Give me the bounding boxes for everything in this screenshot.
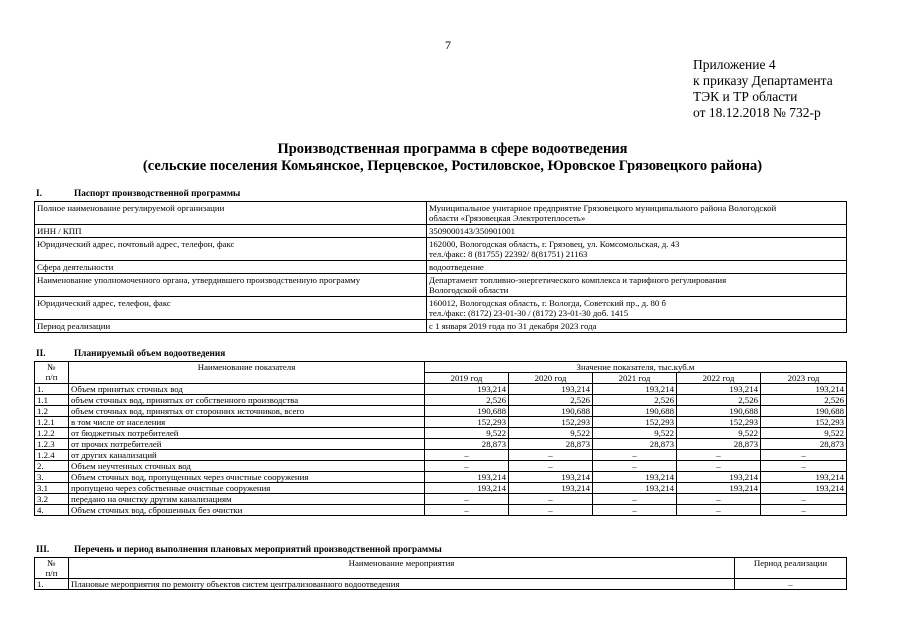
passport-row	[35, 225, 847, 238]
row-value: 193,214	[677, 472, 761, 483]
passport-label: Сфера деятельности	[35, 261, 427, 274]
row-value: –	[425, 461, 509, 472]
section-title: Паспорт производственной программы	[74, 189, 241, 199]
passport-value-line: Вологодской области	[429, 285, 509, 295]
table-row	[35, 472, 847, 483]
row-name: передано на очистку другим канализациям	[69, 494, 425, 505]
passport-label: ИНН / КПП	[35, 225, 427, 238]
row-name: объем сточных вод, принятых от сторонних источников, всего	[69, 406, 425, 417]
section-title: Планируемый объем водоотведения	[74, 349, 226, 359]
row-number: 1.	[35, 579, 69, 590]
passport-value	[427, 297, 847, 320]
row-value: 28,873	[761, 439, 847, 450]
section-number: III.	[36, 545, 50, 555]
passport-row	[35, 274, 847, 297]
row-value: 152,293	[509, 417, 593, 428]
section-heading	[36, 349, 225, 359]
row-name: Объем неучтенных сточных вод	[69, 461, 425, 472]
header-period: Период реализации	[735, 558, 847, 579]
row-value: 193,214	[677, 384, 761, 395]
appendix-line: Приложение 4	[693, 57, 776, 72]
title-line: Производственная программа в сфере водоотведения	[277, 141, 628, 157]
row-number: 1.2.4	[35, 450, 69, 461]
row-value: –	[593, 505, 677, 516]
header-year: 2019 год	[425, 373, 509, 384]
passport-row	[35, 238, 847, 261]
row-number: 1.2.1	[35, 417, 69, 428]
row-value: 152,293	[677, 417, 761, 428]
measures-table	[34, 557, 847, 590]
volume-table	[34, 361, 847, 516]
passport-value-line: 160012, Вологодская область, г. Вологда, Советский пр., д. 80 б	[429, 298, 667, 308]
row-value: 9,522	[677, 428, 761, 439]
passport-label: Наименование уполномоченного органа, утвердившего производственную программу	[35, 274, 427, 297]
table-row	[35, 505, 847, 516]
row-value: 193,214	[425, 483, 509, 494]
row-value: –	[593, 461, 677, 472]
passport-value	[427, 320, 847, 333]
header-year: 2022 год	[677, 373, 761, 384]
row-value: 152,293	[761, 417, 847, 428]
passport-label: Период реализации	[35, 320, 427, 333]
row-value: 190,688	[593, 406, 677, 417]
header-year: 2023 год	[761, 373, 847, 384]
row-value: –	[509, 505, 593, 516]
header-number: № п/п	[35, 558, 69, 579]
section-heading	[36, 189, 240, 199]
row-name: от прочих потребителей	[69, 439, 425, 450]
row-value: 2,526	[509, 395, 593, 406]
passport-value-line: области «Грязовецкая Электротеплосеть»	[429, 213, 586, 223]
passport-value-line: 3509000143/350901001	[429, 226, 516, 236]
appendix-reference	[693, 57, 833, 121]
row-value: –	[761, 461, 847, 472]
table-row	[35, 494, 847, 505]
row-value: –	[425, 494, 509, 505]
row-value: 190,688	[761, 406, 847, 417]
row-number: 1.2.2	[35, 428, 69, 439]
appendix-line: от 18.12.2018 № 732-р	[693, 105, 821, 120]
row-value: 9,522	[425, 428, 509, 439]
section-heading	[36, 545, 442, 555]
passport-value	[427, 261, 847, 274]
row-value: –	[677, 505, 761, 516]
row-value: 190,688	[509, 406, 593, 417]
passport-table	[34, 201, 847, 333]
row-value: 193,214	[593, 483, 677, 494]
row-number: 1.1	[35, 395, 69, 406]
passport-value-line: Департамент топливно-энергетического комплекса и тарифного регулирования	[429, 275, 727, 285]
title-line: (сельские поселения Комьянское, Перцевское, Ростиловское, Юровское Грязовецкого района)	[142, 158, 763, 174]
row-number: 1.2.3	[35, 439, 69, 450]
row-value: 193,214	[761, 472, 847, 483]
passport-value-line: Муниципальное унитарное предприятие Грязовецкого муниципального района Вологодской	[429, 203, 777, 213]
header-year: 2021 год	[593, 373, 677, 384]
passport-value	[427, 225, 847, 238]
row-name: от бюджетных потребителей	[69, 428, 425, 439]
row-value: –	[677, 461, 761, 472]
row-name: Плановые мероприятия по ремонту объектов систем централизованного водоотведения	[69, 579, 735, 590]
row-value: 193,214	[509, 472, 593, 483]
row-value: 193,214	[761, 483, 847, 494]
passport-value	[427, 274, 847, 297]
table-row	[35, 461, 847, 472]
document-title	[0, 141, 905, 175]
row-value: 9,522	[593, 428, 677, 439]
row-value: 152,293	[593, 417, 677, 428]
table-row	[35, 579, 847, 590]
row-value: 28,873	[509, 439, 593, 450]
row-period: –	[735, 579, 847, 590]
row-value: 2,526	[593, 395, 677, 406]
row-value: 2,526	[761, 395, 847, 406]
header-name: Наименование показателя	[69, 362, 425, 384]
row-value: 9,522	[509, 428, 593, 439]
row-value: –	[509, 461, 593, 472]
row-value: 193,214	[425, 472, 509, 483]
row-value: –	[509, 450, 593, 461]
row-value: –	[425, 505, 509, 516]
row-number: 1.2	[35, 406, 69, 417]
passport-value-line: тел./факс: (8172) 23-01-30 / (8172) 23-01-30 доб. 1415	[429, 308, 629, 318]
row-value: –	[593, 494, 677, 505]
row-value: 190,688	[677, 406, 761, 417]
row-value: 193,214	[593, 384, 677, 395]
row-number: 3.1	[35, 483, 69, 494]
row-number: 3.	[35, 472, 69, 483]
row-value: –	[425, 450, 509, 461]
passport-value-line: с 1 января 2019 года по 31 декабря 2023 года	[429, 321, 597, 331]
passport-label: Полное наименование регулируемой организации	[35, 202, 427, 225]
row-value: 190,688	[425, 406, 509, 417]
row-value: 193,214	[509, 483, 593, 494]
passport-value	[427, 238, 847, 261]
passport-value-line: 162000, Вологодская область, г. Грязовец, ул. Комсомольская, д. 43	[429, 239, 680, 249]
row-value: 193,214	[509, 384, 593, 395]
row-value: –	[761, 494, 847, 505]
passport-label: Юридический адрес, телефон, факс	[35, 297, 427, 320]
table-row	[35, 406, 847, 417]
section-title: Перечень и период выполнения плановых мероприятий производственной программы	[74, 545, 442, 555]
header-number: № п/п	[35, 362, 69, 384]
row-value: 2,526	[677, 395, 761, 406]
passport-row	[35, 202, 847, 225]
table-row	[35, 428, 847, 439]
row-value: 28,873	[593, 439, 677, 450]
passport-row	[35, 320, 847, 333]
row-value: –	[593, 450, 677, 461]
row-name: объем сточных вод, принятых от собственного производства	[69, 395, 425, 406]
row-name: пропущено через собственные очистные сооружения	[69, 483, 425, 494]
passport-value-line: водоотведение	[429, 262, 484, 272]
passport-row	[35, 261, 847, 274]
row-number: 1.	[35, 384, 69, 395]
row-value: –	[761, 505, 847, 516]
row-value: 152,293	[425, 417, 509, 428]
row-name: Объем сточных вод, сброшенных без очистки	[69, 505, 425, 516]
passport-value	[427, 202, 847, 225]
table-row	[35, 384, 847, 395]
header-value: Значение показателя, тыс.куб.м	[425, 362, 847, 373]
row-value: –	[509, 494, 593, 505]
row-value: 193,214	[677, 483, 761, 494]
appendix-line: к приказу Департамента	[693, 73, 833, 88]
row-name: в том числе от населения	[69, 417, 425, 428]
table-row	[35, 395, 847, 406]
header-name: Наименование мероприятия	[69, 558, 735, 579]
row-value: 2,526	[425, 395, 509, 406]
row-name: Объем принятых сточных вод	[69, 384, 425, 395]
passport-row	[35, 297, 847, 320]
passport-label: Юридический адрес, почтовый адрес, телефон, факс	[35, 238, 427, 261]
appendix-line: ТЭК и ТР области	[693, 89, 798, 104]
header-year: 2020 год	[509, 373, 593, 384]
row-value: –	[677, 450, 761, 461]
passport-value-line: тел./факс: 8 (81755) 22392/ 8(81751) 21163	[429, 249, 588, 259]
row-name: Объем сточных вод, пропущенных через очистные сооружения	[69, 472, 425, 483]
row-value: 9,522	[761, 428, 847, 439]
table-row	[35, 417, 847, 428]
row-number: 3.2	[35, 494, 69, 505]
section-number: II.	[36, 349, 46, 359]
page-number: 7	[445, 38, 451, 52]
row-value: –	[677, 494, 761, 505]
row-value: 193,214	[425, 384, 509, 395]
row-number: 4.	[35, 505, 69, 516]
row-value: –	[761, 450, 847, 461]
table-row	[35, 483, 847, 494]
table-row	[35, 439, 847, 450]
row-value: 193,214	[761, 384, 847, 395]
section-number: I.	[36, 189, 42, 199]
row-number: 2.	[35, 461, 69, 472]
row-value: 193,214	[593, 472, 677, 483]
table-row	[35, 450, 847, 461]
row-name: от других канализаций	[69, 450, 425, 461]
row-value: 28,873	[425, 439, 509, 450]
row-value: 28,873	[677, 439, 761, 450]
